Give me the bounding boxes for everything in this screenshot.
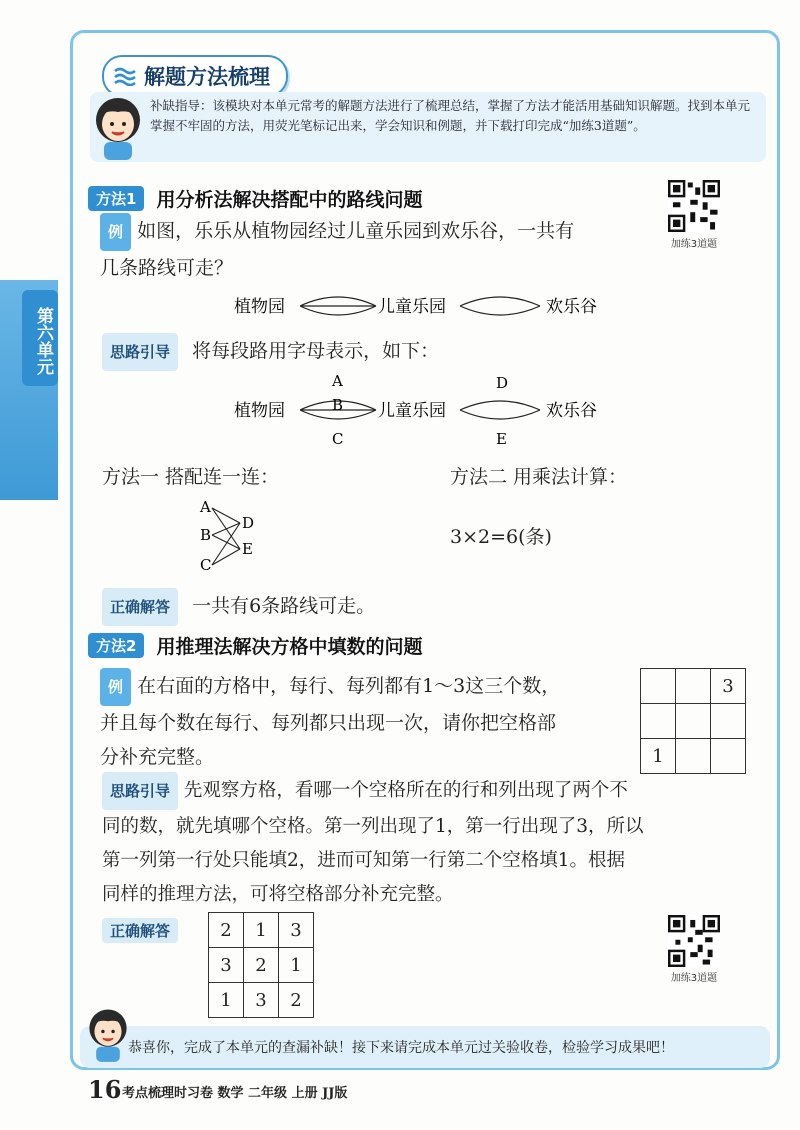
match-letter: A xyxy=(200,498,211,516)
puzzle-grid xyxy=(640,668,746,774)
place-label: 植物园 xyxy=(234,297,285,317)
qr-label: 加练3道题 xyxy=(670,239,718,250)
match-letter: D xyxy=(242,514,255,532)
method2-tag: 方法2 xyxy=(88,633,144,658)
kid-avatar-icon xyxy=(86,1005,130,1063)
tip-text: 补缺指导：该模块对本单元常考的解题方法进行了梳理总结，掌握了方法才能活用基础知识解题。找到本单元掌握不牢固的方法，用荧光笔标记出来，学会知识和例题，并下载打印完成“加练3道题”。 xyxy=(150,98,751,133)
footer-message: 恭喜你，完成了本单元的查漏补缺！接下来请完成本单元过关验收卷，检验学习成果吧！ xyxy=(128,1040,674,1056)
section-title-pill xyxy=(102,55,288,97)
think-line: 第一列第一行处只能填2，进而可知第一行第二个空格填1。根据 xyxy=(102,850,626,871)
grid-cell: 1 xyxy=(244,913,279,948)
grid-cell: 3 xyxy=(209,948,244,983)
think-tag: 思路引导 xyxy=(102,772,178,810)
grid-cell: 3 xyxy=(244,983,279,1018)
grid-cell xyxy=(676,739,711,774)
method1-header xyxy=(88,185,422,212)
way2-label: 方法二 用乘法计算： xyxy=(450,466,628,488)
method2-header xyxy=(88,632,422,659)
book-info: 考点梳理时习卷 数学 二年级 上册 JJ版 xyxy=(122,1086,348,1101)
grid-cell: 3 xyxy=(279,913,314,948)
route-letter: B xyxy=(332,396,344,414)
grid-cell: 1 xyxy=(641,739,676,774)
formula: 3×2=6(条) xyxy=(450,526,552,548)
grid-cell xyxy=(711,704,746,739)
route-letter: D xyxy=(496,374,509,392)
grid-cell xyxy=(711,739,746,774)
example-line: 并且每个数在每行、每列都只出现一次，请你把空格部 xyxy=(100,712,557,734)
grid-cell xyxy=(641,669,676,704)
route-letter: C xyxy=(332,430,344,448)
match-letter: B xyxy=(200,526,212,544)
think-line: 先观察方格，看哪一个空格所在的行和列出现了两个不 xyxy=(183,780,628,801)
unit-tab: 第六单元 xyxy=(22,290,58,386)
grid-cell xyxy=(676,704,711,739)
method1-tag: 方法1 xyxy=(88,186,144,211)
answer-text: 一共有6条路线可走。 xyxy=(192,595,376,617)
think-text: 将每段路用字母表示，如下： xyxy=(192,340,440,362)
place-label: 植物园 xyxy=(234,401,285,421)
grid-cell: 2 xyxy=(279,983,314,1018)
grid-cell: 1 xyxy=(279,948,314,983)
wave-icon xyxy=(114,66,138,86)
answer-tag: 正确解答 xyxy=(102,588,178,626)
example-tag: 例 xyxy=(100,668,131,706)
place-label: 欢乐谷 xyxy=(546,401,597,421)
qr-code-icon[interactable] xyxy=(668,915,720,967)
example-line: 几条路线可走？ xyxy=(100,257,234,279)
grid-cell: 3 xyxy=(711,669,746,704)
answer-tag: 正确解答 xyxy=(102,918,178,943)
grid-cell xyxy=(641,704,676,739)
route-diagram xyxy=(220,288,620,324)
method1-example xyxy=(100,213,660,285)
route-letter: A xyxy=(332,372,343,390)
solution-grid xyxy=(208,912,314,1018)
example-line: 在右面的方格中，每行、每列都有1～3这三个数， xyxy=(137,675,561,697)
kid-avatar-icon xyxy=(92,94,144,160)
qr-code-icon[interactable] xyxy=(668,180,720,232)
page-number: 16 xyxy=(88,1075,122,1104)
think-tag: 思路引导 xyxy=(102,333,178,371)
method2-think xyxy=(102,772,752,912)
place-label: 欢乐谷 xyxy=(546,297,597,317)
method1-answer xyxy=(102,588,375,626)
think-line: 同样的推理方法，可将空格部分补充完整。 xyxy=(102,884,454,905)
think-line: 同的数，就先填哪个空格。第一列出现了1，第一行出现了3，所以 xyxy=(102,816,644,837)
example-line: 分补充完整。 xyxy=(100,746,215,768)
method2-example xyxy=(100,668,640,774)
place-label: 儿童乐园 xyxy=(378,401,446,421)
match-letter: C xyxy=(200,556,212,574)
grid-cell: 2 xyxy=(209,913,244,948)
match-letter: E xyxy=(242,540,253,558)
route-letter: E xyxy=(496,430,507,448)
qr-label: 加练3道题 xyxy=(670,973,718,984)
section-title: 解题方法梳理 xyxy=(144,65,270,89)
grid-cell xyxy=(676,669,711,704)
method1-title: 用分析法解决搭配中的路线问题 xyxy=(156,189,423,211)
grid-cell: 2 xyxy=(244,948,279,983)
method1-think xyxy=(102,333,439,371)
method2-answer-tag-wrap xyxy=(102,918,178,943)
place-label: 儿童乐园 xyxy=(378,297,446,317)
matching-diagram xyxy=(196,498,276,578)
method2-title: 用推理法解决方格中填数的问题 xyxy=(156,636,423,658)
example-line: 如图，乐乐从植物园经过儿童乐园到欢乐谷，一共有 xyxy=(137,220,575,242)
example-tag: 例 xyxy=(100,213,131,251)
route-diagram-lettered xyxy=(220,370,620,450)
grid-cell: 1 xyxy=(209,983,244,1018)
way1-label: 方法一 搭配连一连： xyxy=(102,466,280,488)
